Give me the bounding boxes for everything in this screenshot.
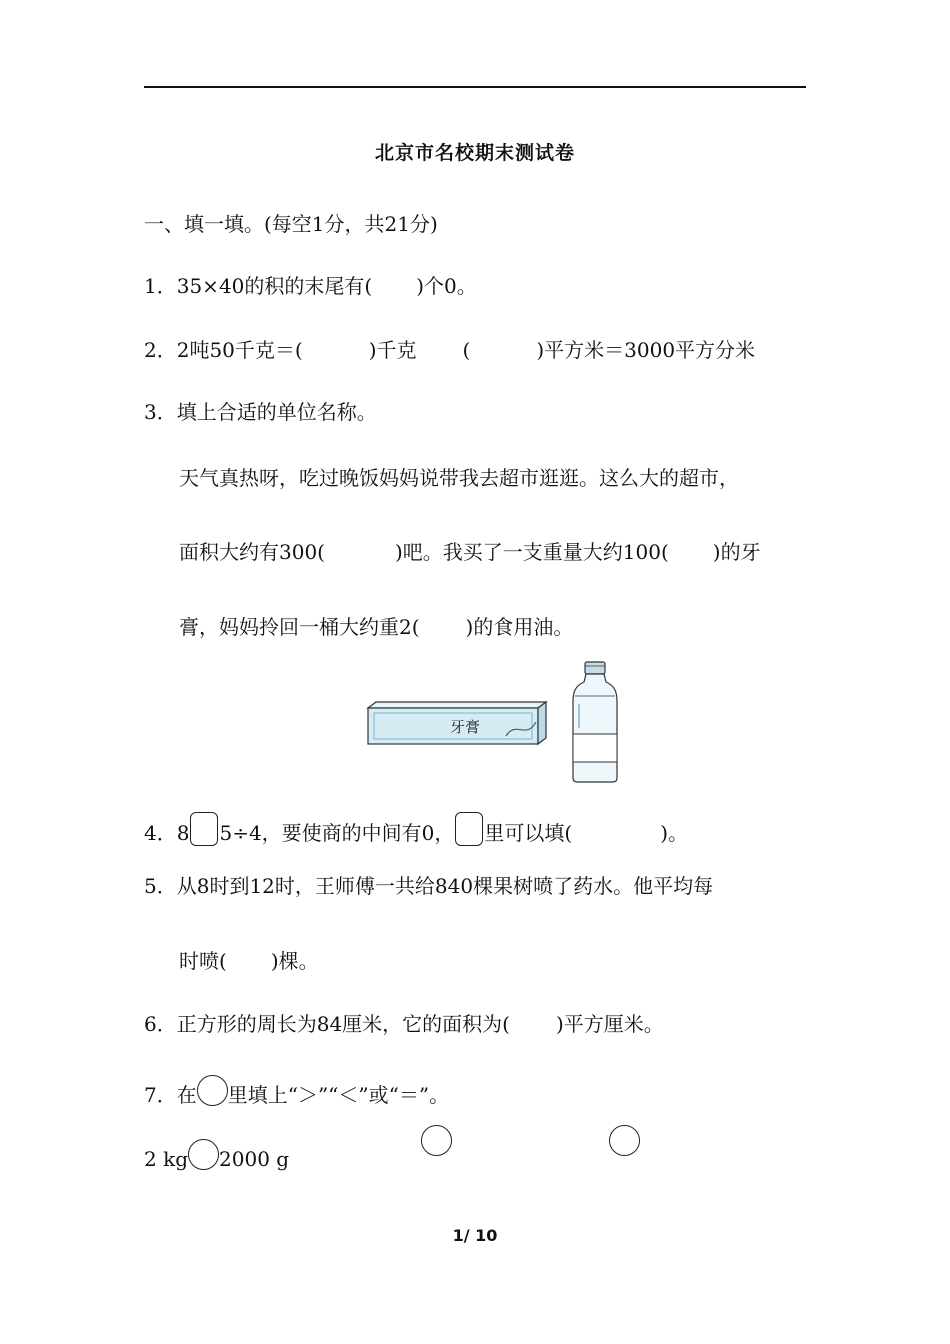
compare-circle[interactable] bbox=[188, 1139, 219, 1170]
passage-text: )的牙 bbox=[712, 540, 761, 564]
compare-left: 2 kg bbox=[144, 1147, 189, 1171]
answer-square bbox=[455, 812, 483, 846]
question-6 bbox=[144, 1012, 664, 1036]
question-number: 5． bbox=[144, 874, 177, 898]
question-text: )平方米＝3000平方分米 bbox=[536, 338, 756, 362]
question-1 bbox=[144, 274, 477, 298]
question-5-line-2 bbox=[179, 949, 319, 973]
question-number: 4． bbox=[144, 821, 177, 845]
compare-right: 2000 g bbox=[219, 1147, 290, 1171]
question-2 bbox=[144, 338, 755, 362]
question-text: )个0。 bbox=[416, 274, 477, 298]
compare-item-1 bbox=[144, 1139, 289, 1171]
q3-passage-line-3 bbox=[179, 615, 573, 639]
page-number: 1/ 10 bbox=[452, 1226, 498, 1245]
header-rule bbox=[144, 86, 806, 88]
page-title: 北京市名校期末测试卷 bbox=[374, 142, 575, 164]
q3-passage-line-2 bbox=[179, 540, 761, 564]
question-text: )千克 bbox=[368, 338, 417, 362]
compare-circle[interactable] bbox=[609, 1125, 640, 1156]
question-text: ( bbox=[462, 338, 471, 362]
question-text: 时喷( bbox=[179, 949, 227, 973]
question-text: 2吨50千克＝( bbox=[176, 338, 303, 362]
question-number: 3． bbox=[144, 400, 177, 424]
oil-bottle-illustration bbox=[569, 660, 621, 788]
toothpaste-illustration bbox=[366, 700, 548, 750]
question-text: 里填上“＞”“＜”或“＝”。 bbox=[227, 1083, 450, 1107]
question-text: 5÷4，要使商的中间有0， bbox=[219, 821, 455, 845]
question-number: 2． bbox=[144, 338, 177, 362]
question-text: 里可以填( bbox=[484, 821, 573, 845]
passage-text: 膏，妈妈拎回一桶大约重2( bbox=[179, 615, 420, 639]
question-text: )平方厘米。 bbox=[556, 1012, 664, 1036]
question-7 bbox=[144, 1075, 449, 1107]
question-text: 正方形的周长为84厘米，它的面积为( bbox=[176, 1012, 510, 1036]
passage-text: )吧。我买了一支重量大约100( bbox=[394, 540, 669, 564]
question-text: 在 bbox=[176, 1083, 197, 1107]
question-text: 35×40的积的末尾有( bbox=[176, 274, 373, 298]
passage-text: )的食用油。 bbox=[465, 615, 574, 639]
q3-passage-line-1: 天气真热呀，吃过晚饭妈妈说带我去超市逛逛。这么大的超市， bbox=[179, 466, 739, 490]
question-number: 6． bbox=[144, 1012, 177, 1036]
question-3 bbox=[144, 400, 377, 424]
toothpaste-label: 牙膏 bbox=[450, 718, 481, 736]
question-text: 填上合适的单位名称。 bbox=[176, 400, 377, 424]
question-5 bbox=[144, 874, 713, 898]
answer-square[interactable] bbox=[190, 812, 218, 846]
question-number: 1． bbox=[144, 274, 177, 298]
question-text: 从8时到12时，王师傅一共给840棵果树喷了药水。他平均每 bbox=[176, 874, 714, 898]
section-heading: 一、填一填。(每空1分，共21分) bbox=[144, 212, 438, 236]
question-text: )棵。 bbox=[270, 949, 319, 973]
question-number: 7． bbox=[144, 1083, 177, 1107]
question-text: )。 bbox=[660, 821, 689, 845]
compare-circle bbox=[197, 1075, 228, 1106]
question-4 bbox=[144, 812, 688, 846]
question-text: 8 bbox=[176, 821, 190, 845]
compare-circle[interactable] bbox=[421, 1125, 452, 1156]
passage-text: 面积大约有300( bbox=[179, 540, 325, 564]
